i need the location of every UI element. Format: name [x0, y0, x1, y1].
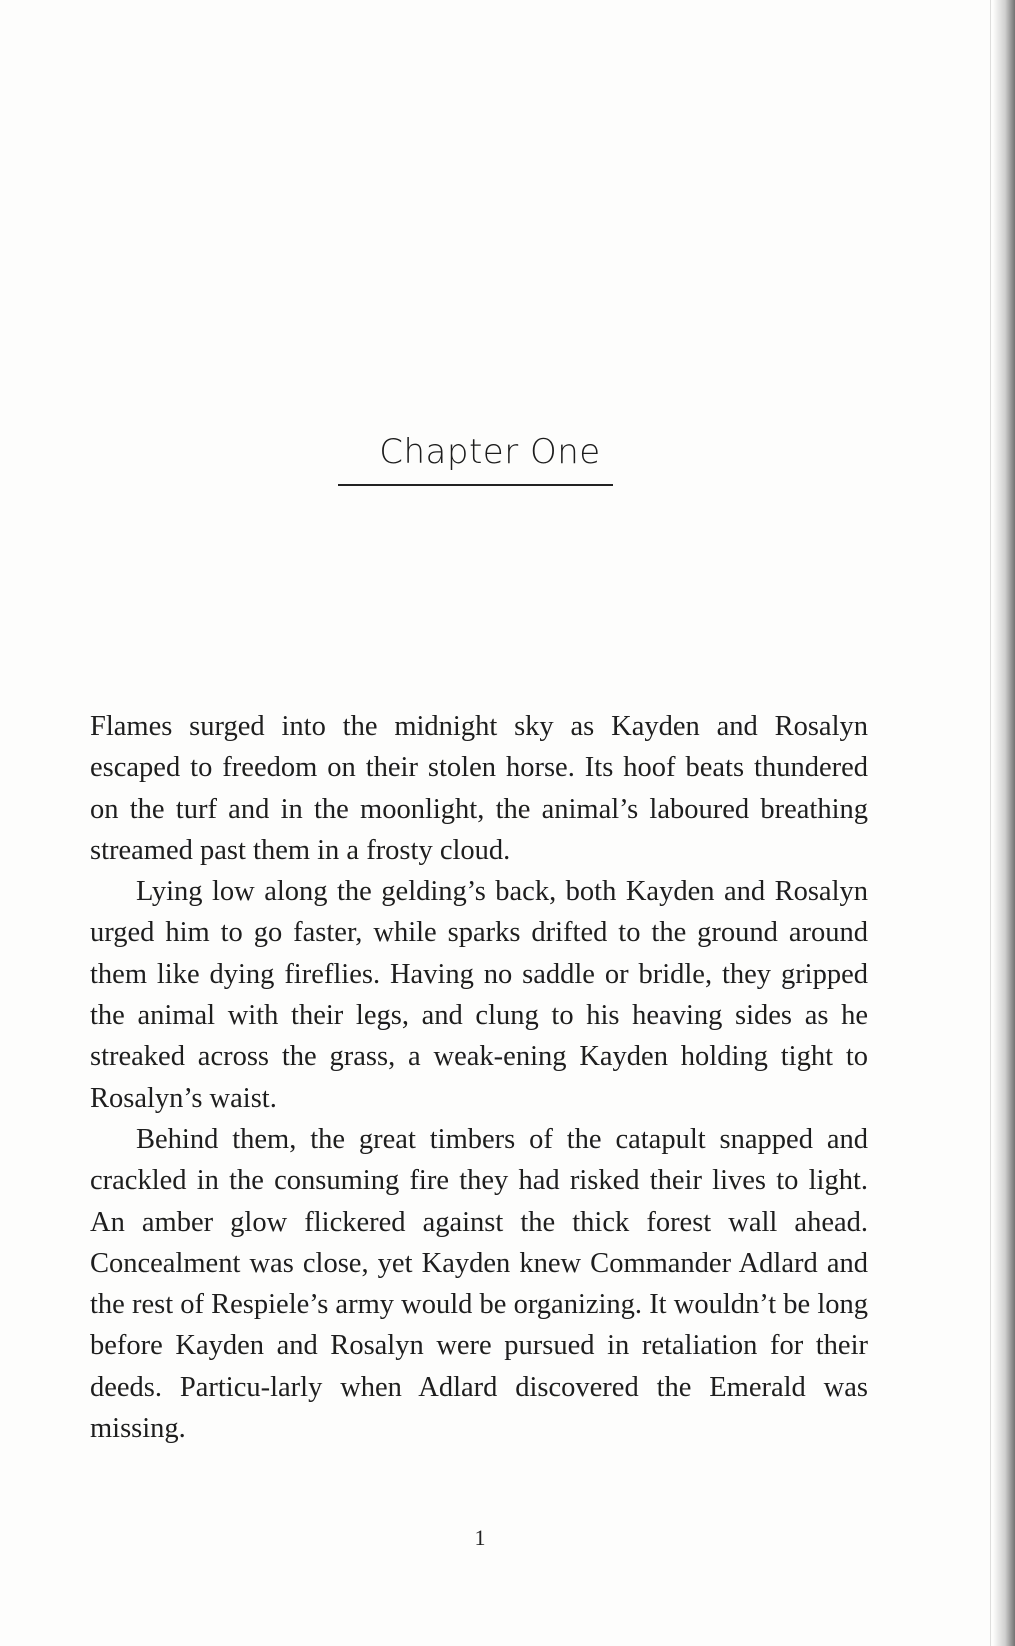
paragraph-2: Lying low along the gelding’s back, both Kayden and Rosalyn urged him to go faster, while sparks drifted to the ground around them like dying fireflies. Having no saddle or bridle, they gripped the animal with their legs, and clung to his heaving sides as he streaked across the grass, a weak-ening Kayden holding tight to Rosalyn’s waist.: [90, 876, 868, 1114]
chapter-body: [90, 706, 868, 1449]
page-edge-line: [990, 0, 991, 1646]
page-number: 1: [474, 1525, 486, 1550]
paragraph-3: Behind them, the great timbers of the catapult snapped and crackled in the consuming fire they had risked their lives to light. An amber glow flickered against the thick forest wall ahead. Concealment was close, yet Kayden knew Commander Adlard and the rest of Respiele’s army would be organizing. It wouldn’t be long before Kayden and Rosalyn were pursued in retaliation for their deeds. Particu-larly when Adlard discovered the Emerald was missing.: [90, 1123, 868, 1445]
page-edge-shadow: [993, 0, 1015, 1646]
paragraph-1: Flames surged into the midnight sky as Kayden and Rosalyn escaped to freedom on their stolen horse. Its hoof beats thundered on the turf and in the moonlight, the animal’s laboured breathing streamed past them in a frosty cloud.: [90, 711, 868, 866]
chapter-title-rule: [338, 484, 613, 486]
chapter-title: Chapter One: [379, 432, 601, 472]
